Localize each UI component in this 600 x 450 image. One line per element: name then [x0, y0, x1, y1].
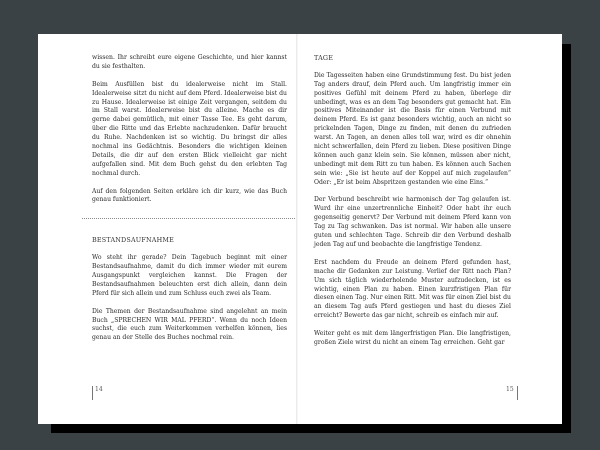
paragraph: Die Themen der Bestandsaufnahme sind angelehnt an mein Buch „SPRECHEN WIR MAL PFERD“. Wenn du noch Ideen suchst, die euch zum Weiterkommen verhelfen können, lies genau an der Stelle des Buches nochmal rein.	[92, 307, 287, 342]
folio-rule	[517, 386, 518, 400]
paragraph: Beim Ausfüllen bist du idealerweise nicht im Stall. Idealerweise sitzt du nicht auf dem Pferd. Idealerweise bist du zu Hause. Idealerweise ist einige Zeit vergangen, seitdem du im Stall warst. Idealerweise bist du alleine. Mache es dir gerne dabei gemütlich, mit einer Tasse Tee. Es geht darum, über die Ritte und das Erlebte nachzudenken. Dafür braucht du Ruhe. Nachdenken ist so wichtig. Du bringst dir alles nochmal ins Gedächtnis. Besonders die wichtigen kleinen Details, die dir auf den ersten Blick vielleicht gar nicht aufgefallen sind. Mit dem Buch gehst du den erlebten Tag nochmal durch.	[92, 80, 287, 177]
folio-rule	[92, 386, 93, 400]
paragraph: wissen. Ihr schreibt eure eigene Geschichte, und hier kannst du sie festhalten.	[92, 54, 287, 70]
paragraph: Weiter geht es mit dem längerfristigen Plan. Die langfristigen, großen Ziele wirst du nicht an einem Tag erreichen. Geht gar	[314, 330, 511, 346]
paragraph: Der Verbund beschreibt wie harmonisch der Tag gelaufen ist. Wurd ihr eine unzertrennliche Einheit? Oder habt ihr euch gegenseitig genervt? Der Verbund mit deinem Pferd kann von Tag zu Tag schwanken. Das ist normal. Wir haben alle unsere guten und schlechten Tage. Schreib dir den Verbund deshalb jeden Tag auf und beobachte die langfristige Tendenz.	[314, 196, 511, 248]
left-column	[92, 54, 287, 352]
paragraph: Auf den folgenden Seiten erkläre ich dir kurz, wie das Buch genau funktioniert.	[92, 187, 287, 204]
page-number-right: 15	[506, 386, 514, 393]
right-page	[297, 34, 562, 424]
paragraph: Erst nachdem du Freude an deinem Pferd gefunden hast, mache dir Gedanken zur Leistung. Verlief der Ritt nach Plan? Um sich täglich wiederholende Muster aufzudecken, ist es wichtig, einen Plan zu haben. Einen kurzfristigen Plan für diesen einen Tag. Nur einen Ritt. Mit was für einen Ziel bist du an diesem Tag aufs Pferd gestiegen und hast du dieses Ziel erreicht? Bewerte das gar nicht, schreib es einfach mir auf.	[314, 258, 511, 320]
right-column	[314, 54, 511, 357]
paragraph: Wo steht ihr gerade? Dein Tagebuch beginnt mit einer Bestandsaufnahme, damit du dich immer wieder mit eurem Ausgangspunkt vergleichen kannst. Die Fragen der Bestandsaufnahmen beleuchten erst dich allein, dann dein Pferd für sich allein und zum Schluss euch zwei als Team.	[92, 254, 287, 297]
book-gutter	[296, 34, 298, 424]
section-heading-tage: TAGE	[314, 54, 334, 62]
dotted-separator	[82, 218, 297, 219]
left-page	[38, 34, 303, 424]
paragraph: Die Tagesseiten haben eine Grundstimmung fest. Du bist jeden Tag anders drauf, dein Pferd auch. Um langfristig immer ein positives Gefühl mit deinem Pferd zu haben, überlege dir unbedingt, was es an dem Tag besonders gut gemacht hat. Ein positives Miteinander ist die Basis für einen Verbund mit deinem Pferd. Es ist ganz besonders wichtig, auch an nicht so prickelnden Tagen, Dinge zu finden, mit denen du zufrieden warst. An Tagen, an denen alles toll war, wird es dir ohnehin nicht schwerfallen, dein Pferd zu lieben. Diese positiven Dinge können auch ganz klein sein. Sie können, müssen aber nicht, unbedingt mit dem Ritt zu tun haben. Es können auch Sachen sein wie: „Sie ist heute auf der Koppel auf mich zugelaufen“ Oder: „Er ist beim Abspritzen gestanden wie eine Eins.“	[314, 71, 511, 186]
page-number-left: 14	[95, 386, 103, 393]
section-heading-bestandsaufnahme: BESTANDSAUFNAHME	[92, 236, 174, 245]
